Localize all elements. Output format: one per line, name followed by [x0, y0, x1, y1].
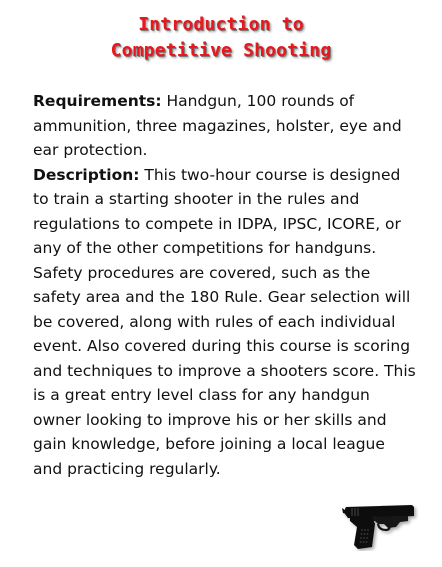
requirements-text: Handgun, 100 rounds of ammunition, three magazines, holster, eye and ear protection.	[33, 92, 402, 159]
course-title	[0, 12, 442, 64]
course-details	[33, 89, 417, 481]
requirements-paragraph	[33, 89, 417, 163]
course-title-line-1: Introduction to	[138, 14, 304, 35]
requirements-label: Requirements:	[33, 92, 162, 110]
description-text: This two-hour course is designed to train a starting shooter in the rules and regulations to compete in IDPA, IPSC, ICORE, or any of the other competitions for handguns. Safety procedures are covered, such as the safety area and the 180 Rule. Gear selection will be covered, along with rules of each individual event. Also covered during this course is scoring and techniques to improve a shooters score. This is a great entry level class for any handgun owner looking to improve his or her skills and gain knowledge, before joining a local league and practicing regularly.	[33, 165, 416, 478]
course-title-line-2: Competitive Shooting	[110, 40, 332, 61]
description-label: Description:	[33, 165, 140, 184]
description-paragraph	[33, 163, 417, 482]
pistol-icon	[342, 497, 420, 551]
